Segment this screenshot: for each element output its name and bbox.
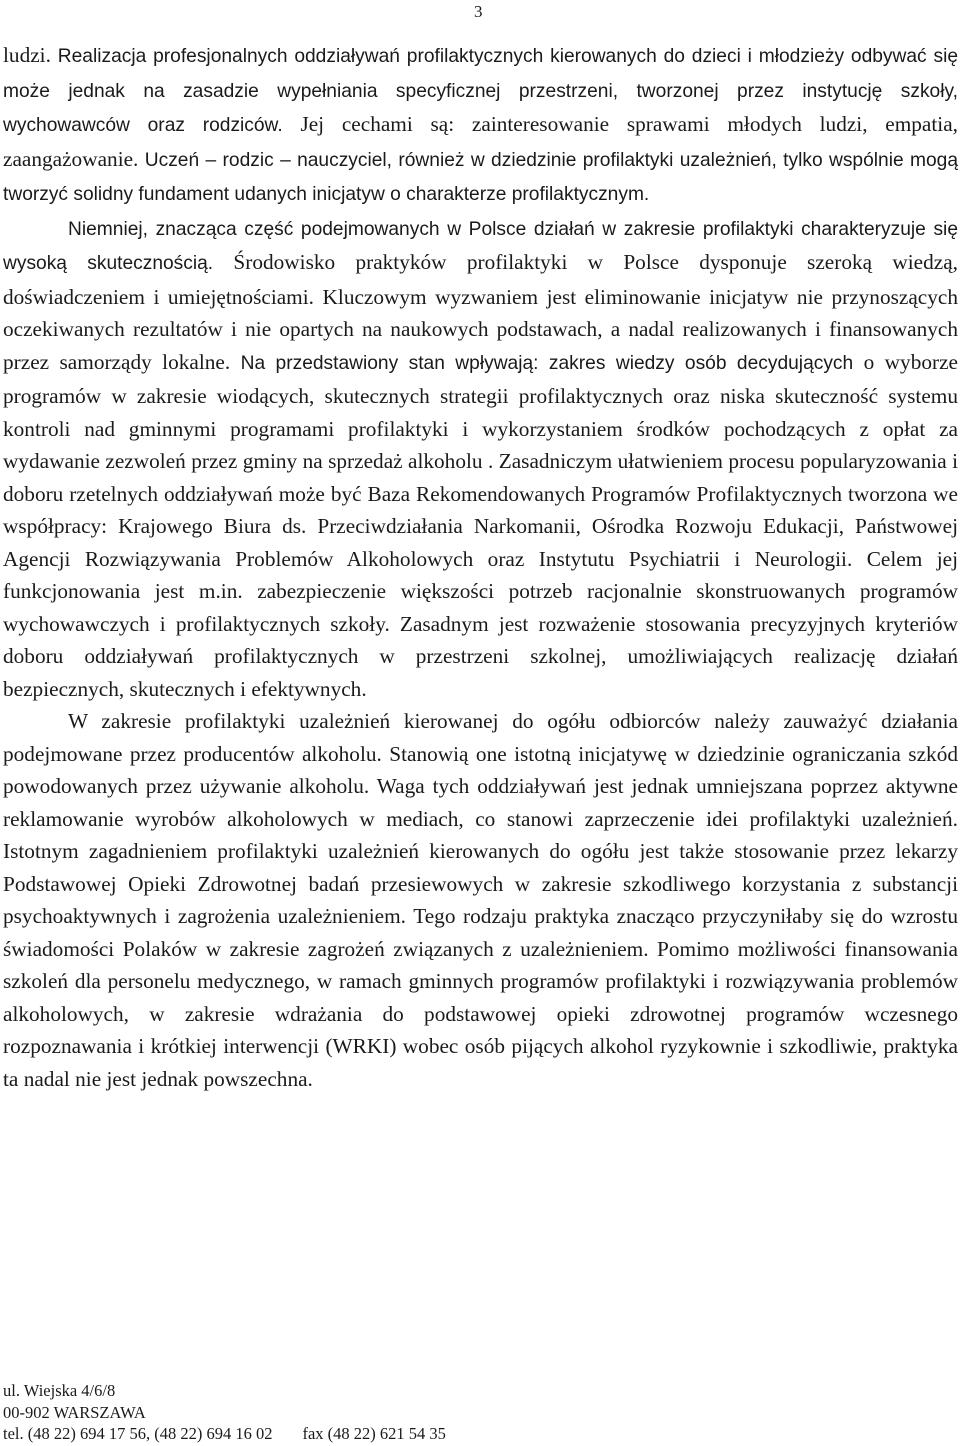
footer-street: ul. Wiejska 4/6/8 xyxy=(3,1381,116,1400)
paragraph-1 xyxy=(3,39,958,212)
paragraph-2 xyxy=(3,212,958,706)
text-run: Środowisko praktyków profilaktyki w Polsce dysponuje szeroką wiedzą, doświadczeniem i umiejętnościami. Kluczowym wyzwaniem jest eliminowanie inicjatyw nie przynoszących oczekiwanych rezultatów i nie opartych na naukowych podstawach, a nadal realizowanych i finansowanych przez samorządy lokalne. xyxy=(3,250,958,374)
document-body xyxy=(3,39,958,1095)
footer-city: 00-902 WARSZAWA xyxy=(3,1402,146,1422)
text-run: Na przedstawiony stan wpływają: zakres wiedzy osób decydujących xyxy=(230,352,854,374)
paragraph-3 xyxy=(3,705,958,1095)
text-run: o wyborze programów w zakresie wiodących, skutecznych strategii profilaktycznych oraz niska skuteczność systemu kontroli nad gminnymi programami profilaktyki i wykorzystaniem środków pochodzących z opłat za wydawanie zezwoleń przez gminy na sprzedaż alkoholu . Zasadniczym ułatwieniem procesu popularyzowania i doboru rzetelnych oddziaływań może być Baza Rekomendowanych Programów Profilaktycznych tworzona we współpracy: Krajowego Biura ds. Przeciwdziałania Narkomanii, Ośrodka Rozwoju Edukacji, Państwowej Agencji Rozwiązywania Problemów Alkoholowych oraz Instytutu Psychiatrii i Neurologii. Celem jej funkcjonowania jest m.in. zabezpieczenie większości potrzeb racjonalnie skonstruowanych programów wychowawczych i profilaktycznych szkoły. Zasadnym jest rozważenie stosowania precyzyjnych kryteriów doboru oddziaływań profilaktycznych w przestrzeni szkolnej, umożliwiających realizację działań bezpiecznych, skutecznych i efektywnych. xyxy=(3,349,958,701)
footer-address xyxy=(3,1380,446,1445)
text-run: W zakresie profilaktyki uzależnień kierowanej do ogółu odbiorców należy zauważyć działania podejmowane przez producentów alkoholu. Stanowią one istotną inicjatywę w dziedzinie ograniczania szkód powodowanych przez używanie alkoholu. Waga tych oddziaływań jest jednak umniejszana poprzez aktywne reklamowanie wyrobów alkoholowych w mediach, co stanowi zaprzeczenie idei profilaktyki uzależnień. Istotnym zagadnieniem profilaktyki uzależnień kierowanych do ogółu jest także stosowanie przez lekarzy Podstawowej Opieki Zdrowotnej badań przesiewowych w zakresie szkodliwego korzystania z substancji psychoaktywnych i zagrożenia uzależnieniem. Tego rodzaju praktyka znacząco przyczyniłaby się do wzrostu świadomości Polaków w zakresie zagrożeń związanych z uzależnieniem. Pomimo możliwości finansowania szkoleń dla personelu medycznego, w ramach gminnych programów profilaktyki i rozwiązywania problemów alkoholowych, w zakresie wdrażania do podstawowej opieki zdrowotnej programów wczesnego rozpoznawania i krótkiej interwencji (WRKI) wobec osób pijących alkohol ryzykownie i szkodliwie, praktyka ta nadal nie jest jednak powszechna. xyxy=(3,709,958,1091)
footer-fax: fax (48 22) 621 54 35 xyxy=(302,1424,446,1443)
text-run: Realizacja profesjonalnych oddziaływań profilaktycznych kierowanych do dzieci i młodzieży odbywać się może jednak na zasadzie wypełniania specyficznej przestrzeni, tworzonej przez instytucję szkoły, wychowawców oraz rodziców. xyxy=(3,46,959,136)
footer-contact xyxy=(3,1423,446,1445)
text-run: ludzi. xyxy=(3,43,58,67)
text-run: Niemniej, znacząca część podejmowanych w Polsce działań w zakresie profilaktyki charakteryzuje się wysoką skutecznością. xyxy=(3,218,958,274)
text-run: Jej cechami są: zainteresowanie sprawami młodych ludzi, empatia, zaangażowanie. xyxy=(3,112,958,171)
text-run: Uczeń – rodzic – nauczyciel, również w dziedzinie profilaktyki uzależnień, tylko wspólnie mogą tworzyć solidny fundament udanych inicjatyw o charakterze profilaktycznym. xyxy=(3,149,958,205)
footer-phones: tel. (48 22) 694 17 56, (48 22) 694 16 02 xyxy=(3,1424,273,1443)
page-number: 3 xyxy=(474,2,483,21)
